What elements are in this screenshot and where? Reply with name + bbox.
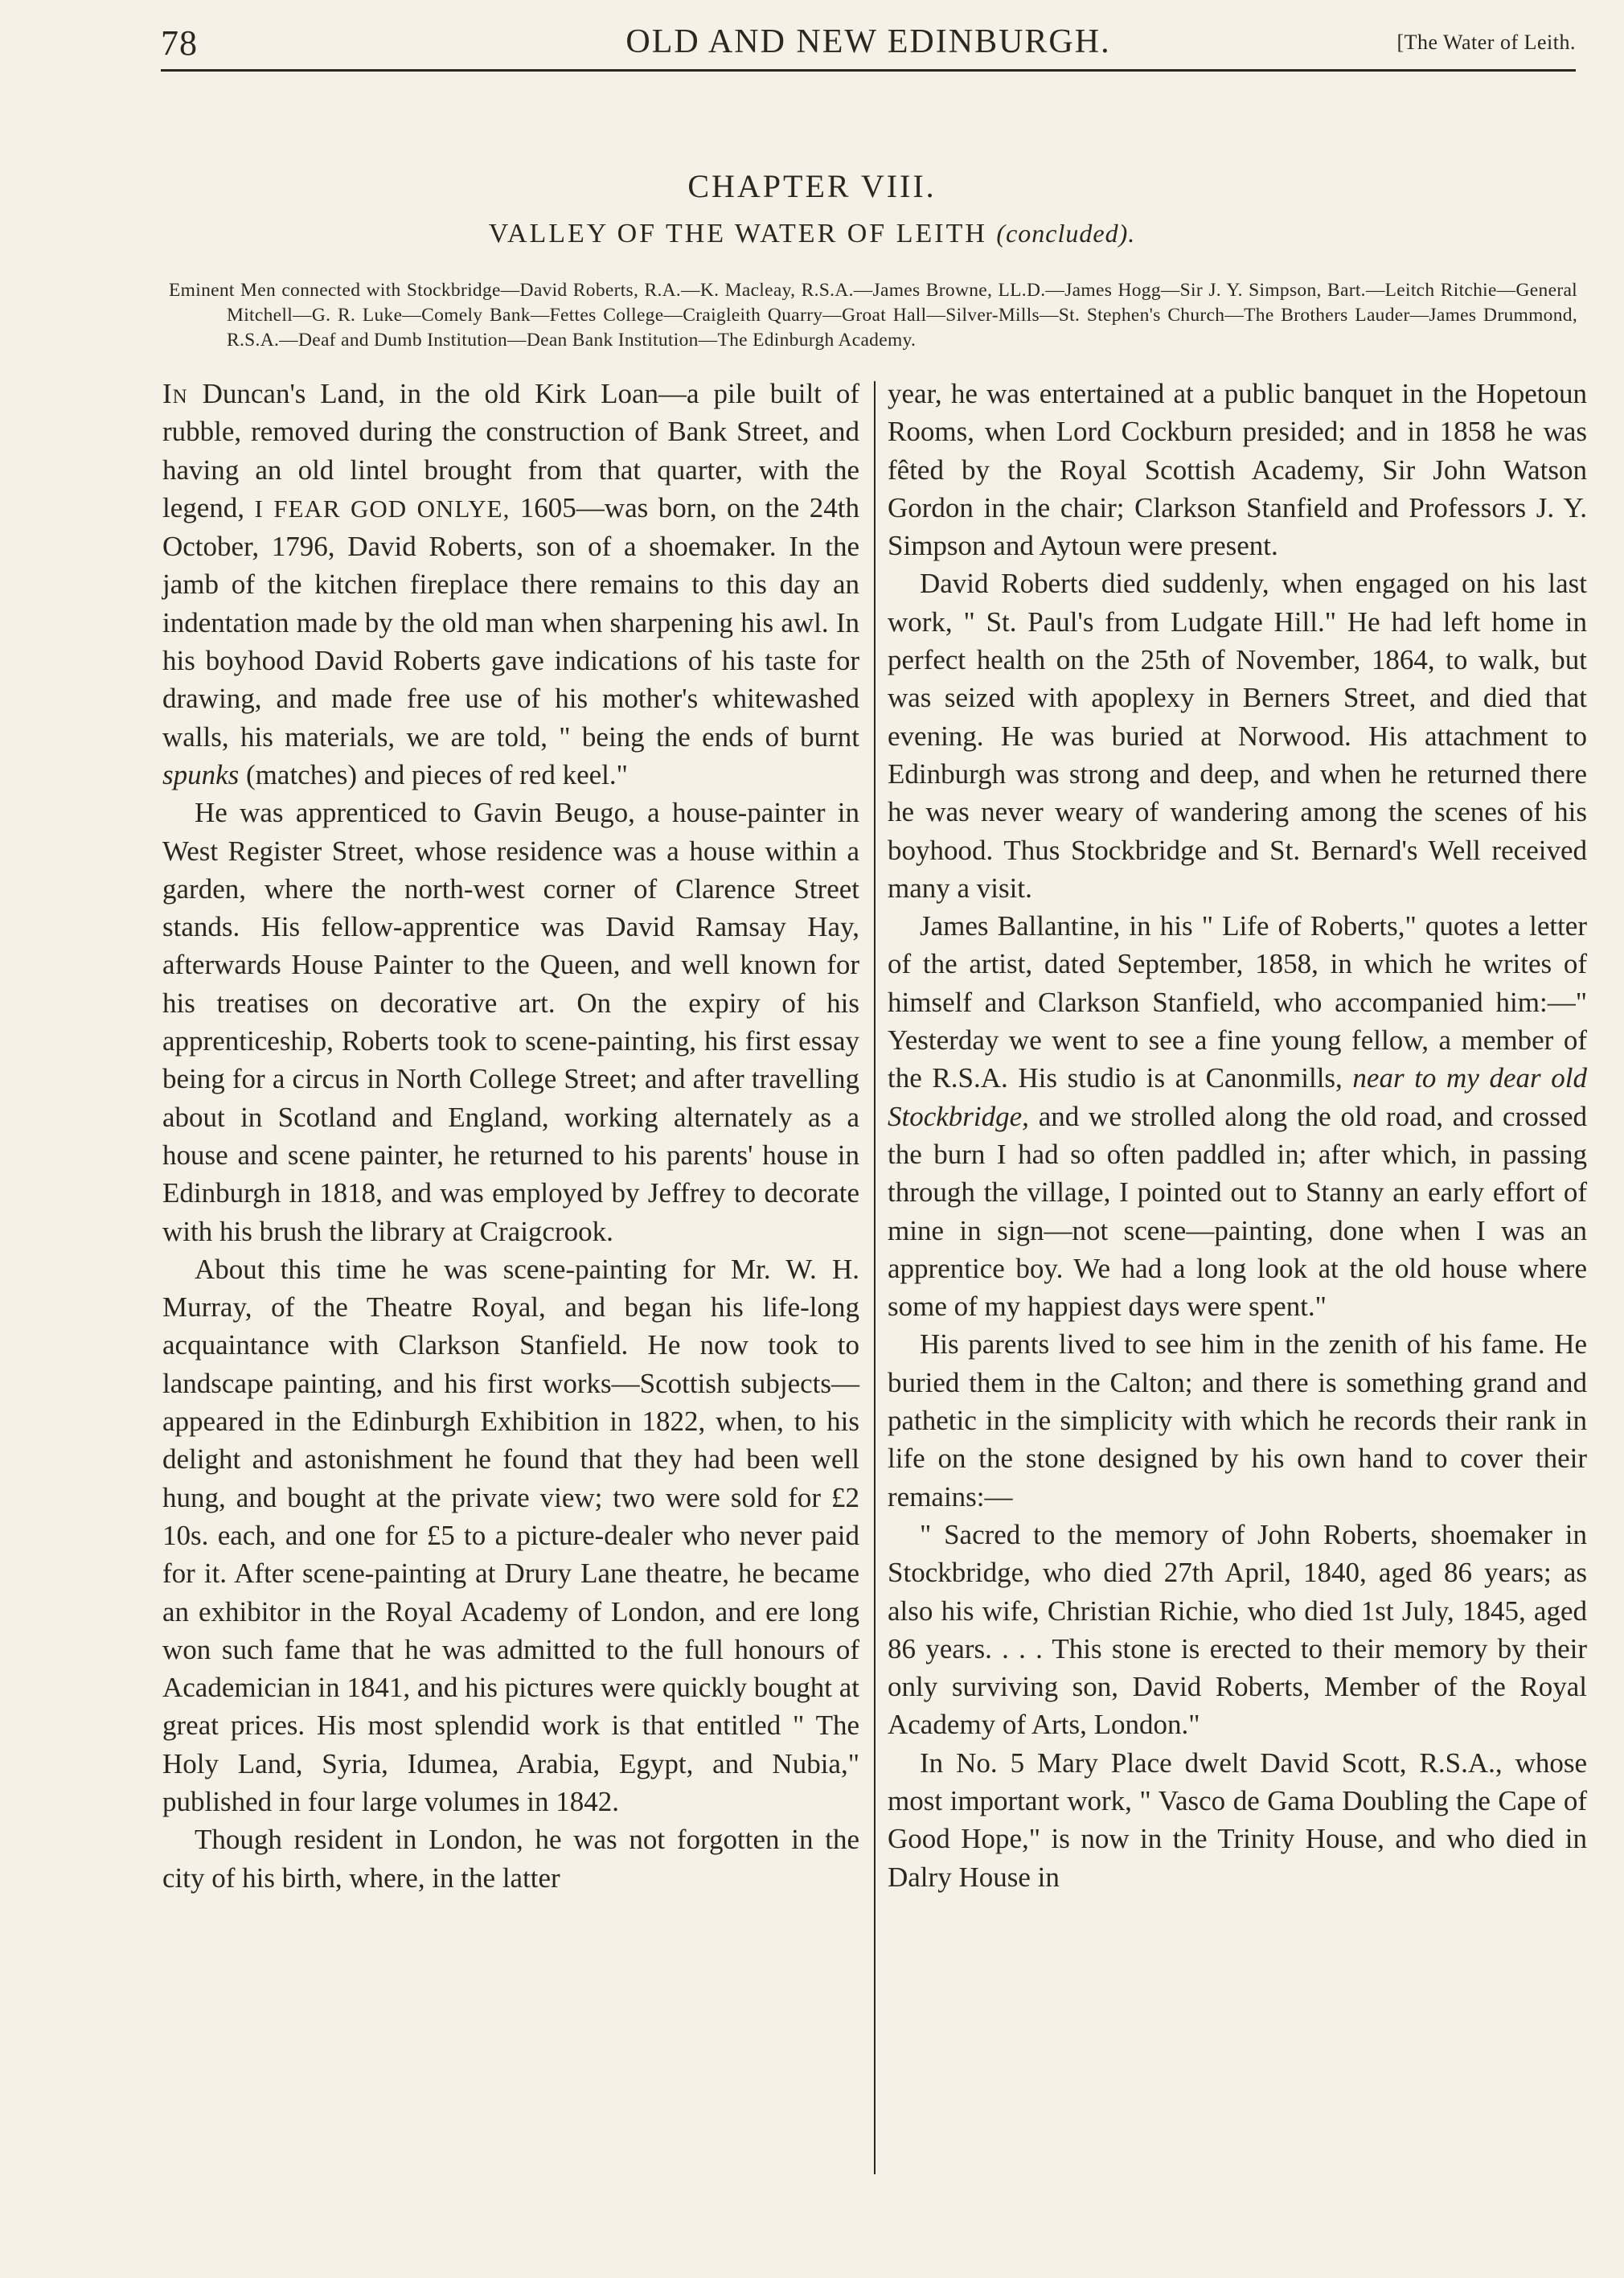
lintel-legend: I FEAR GOD ONLYE,	[254, 494, 511, 523]
chapter-subtitle	[0, 219, 1624, 249]
paragraph: His parents lived to see him in the zenith of his fame. He buried them in the Calton; and there is something grand and pathetic in the simplicity with which he records their rank in life on the stone designed by his own hand to cover their remains:—	[888, 1328, 1587, 1513]
italic-quote: near to my dear old Stockbridge,	[888, 1062, 1587, 1132]
paragraph	[888, 907, 1587, 1325]
running-head	[161, 23, 1576, 72]
header-rule	[161, 69, 1576, 72]
chapter-subtitle-main: VALLEY OF THE WATER OF LEITH	[488, 219, 987, 248]
paragraph-text: 1605—was born, on the 24th October, 1796, David Roberts, son of a shoemaker. In the jamb of the kitchen fireplace there remains to this day an indentation made by the old man when sharpening his awl. In his boyhood David Roberts gave indications of his taste for drawing, and made free use of his mother's whitewashed walls, his materials, we are told, " being the ends of burnt	[162, 491, 859, 753]
opening-word: In	[162, 378, 188, 409]
chapter-synopsis: Eminent Men connected with Stockbridge—David Roberts, R.A.—K. Macleay, R.S.A.—James Browne, LL.D.—James Hogg—Sir J. Y. Simpson, Bart.—Leitch Ritchie—General Mitchell—G. R. Luke—Comely Bank—Fettes College—Craigleith Quarry—Groat Hall—Silver-Mills—St. Stephen's Church—The Brothers Lauder—James Drummond, R.S.A.—Deaf and Dumb Institution—Dean Bank Institution—The Edinburgh Academy.	[169, 280, 1577, 351]
page-number: 78	[161, 23, 198, 63]
column-divider	[874, 381, 876, 2174]
paragraph-text: and we strolled along the old road, and crossed the burn I had so often paddled in; after which, in passing through the village, I pointed out to Stanny an early effort of mine in sign—not scene—painting, done when I was an apprentice boy. We had a long look at the old house where some of my happiest days were spent."	[888, 1100, 1588, 1323]
paragraph: About this time he was scene-painting for Mr. W. H. Murray, of the Theatre Royal, and began his life-long acquaintance with Clarkson Stanfield. He now took to landscape painting, and his first works—Scottish subjects—appeared in the Edinburgh Exhibition in 1822, when, to his delight and astonishment he found that they had been well hung, and bought at the private view; two were sold for £2 10s. each, and one for £5 to a picture-dealer who never paid for it. After scene-painting at Drury Lane theatre, he became an exhibitor in the Royal Academy of London, and ere long won such fame that he was admitted to the full honours of Academician in 1841, and his pictures were quickly bought at great prices. His most splendid work is that entitled " The Holy Land, Syria, Idumea, Arabia, Egypt, and Nubia," published in four large volumes in 1842.	[162, 1253, 859, 1817]
chapter-title: CHAPTER VIII.	[687, 168, 937, 204]
chapter-subtitle-concluded: (concluded).	[996, 219, 1136, 248]
paragraph: He was apprenticed to Gavin Beugo, a house-painter in West Register Street, whose residence was a house within a garden, where the north-west corner of Clarence Street stands. His fellow-apprentice was David Ramsay Hay, afterwards House Painter to the Queen, and well known for his treatises on decorative art. On the expiry of his apprenticeship, Roberts took to scene-painting, his first essay being for a circus in North College Street; and after travelling about in Scotland and England, working alternately as a house and scene painter, he returned to his parents' house in Edinburgh in 1818, and was employed by Jeffrey to decorate with his brush the library at Craigcrook.	[162, 797, 859, 1247]
paragraph: In No. 5 Mary Place dwelt David Scott, R.S.A., whose most important work, " Vasco de Gama Doubling the Cape of Good Hope," is now in the Trinity House, and who died in Dalry House in	[888, 1746, 1587, 1893]
paragraph: Though resident in London, he was not forgotten in the city of his birth, where, in the latter	[162, 1824, 859, 1894]
paragraph: year, he was entertained at a public banquet in the Hopetoun Rooms, when Lord Cockburn presided; and in 1858 he was fêted by the Royal Scottish Academy, Sir John Watson Gordon in the chair; Clarkson Stanfield and Professors J. Y. Simpson and Aytoun were present.	[888, 378, 1587, 562]
left-column	[162, 375, 859, 1897]
paragraph-text: James Ballantine, in his " Life of Roberts," quotes a letter of the artist, dated September, 1858, in which he writes of himself and Clarkson Stanfield, who accompanied him:—" Yesterday we went to see a fine young fellow, a member of the R.S.A. His studio is at Canonmills,	[888, 910, 1587, 1094]
epitaph-quote: " Sacred to the memory of John Roberts, shoemaker in Stockbridge, who died 27th April, 1840, aged 86 years; as also his wife, Christian Richie, who died 1st July, 1845, aged 86 years. . . . This stone is erected to their memory by their only surviving son, David Roberts, Member of the Royal Academy of Arts, London."	[888, 1518, 1587, 1741]
paragraph	[162, 375, 859, 794]
paragraph-text: (matches) and pieces of red keel."	[246, 758, 628, 790]
paragraph-text: Duncan's Land, in the old Kirk Loan—a pile built of rubble, removed during the construction of Bank Street, and having an old lintel brought from that quarter, with the legend,	[162, 378, 859, 523]
right-column	[888, 375, 1587, 1896]
italic-term: spunks	[162, 758, 240, 790]
section-reference: [The Water of Leith.	[1396, 31, 1576, 54]
book-title: OLD AND NEW EDINBURGH.	[625, 23, 1111, 60]
paragraph: David Roberts died suddenly, when engaged on his last work, " St. Paul's from Ludgate Hill." He had left home in perfect health on the 25th of November, 1864, to walk, but was seized with apoplexy in Berners Street, and died that evening. He was buried at Norwood. His attachment to Edinburgh was strong and deep, and when he returned there he was never weary of wandering among the scenes of his boyhood. Thus Stockbridge and St. Bernard's Well received many a visit.	[888, 568, 1587, 904]
